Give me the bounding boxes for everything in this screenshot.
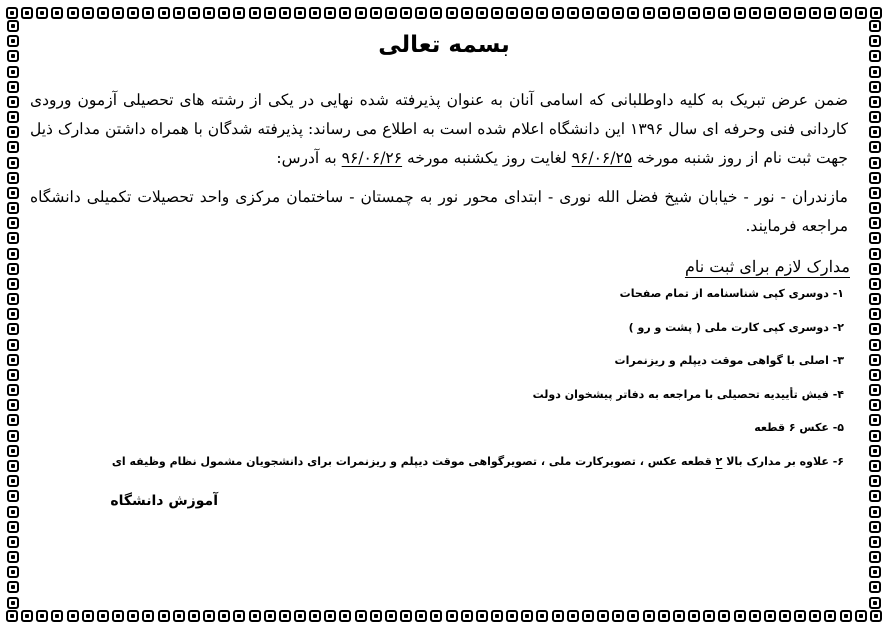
border-ornament: [869, 126, 881, 138]
border-ornament: [734, 7, 746, 19]
border-ornament: [233, 7, 245, 19]
border-ornament: [869, 384, 881, 396]
border-ornament: [869, 263, 881, 275]
border-ornament: [158, 610, 170, 622]
requirement-item: [30, 454, 844, 488]
border-ornament: [188, 7, 200, 19]
border-ornament: [7, 384, 19, 396]
border-ornament: [597, 7, 609, 19]
border-ornament: [370, 7, 382, 19]
border-ornament: [840, 7, 852, 19]
border-ornament: [279, 610, 291, 622]
border-ornament: [7, 232, 19, 244]
border-ornament: [7, 597, 19, 609]
border-ornament: [7, 141, 19, 153]
border-ornament: [869, 399, 881, 411]
border-ornament: [112, 610, 124, 622]
border-ornament: [824, 7, 836, 19]
border-ornament: [7, 566, 19, 578]
border-ornament: [870, 7, 882, 19]
border-ornament: [869, 475, 881, 487]
border-ornament: [82, 610, 94, 622]
border-ornament: [7, 551, 19, 563]
border-ornament: [7, 172, 19, 184]
border-ornament: [869, 551, 881, 563]
border-ornament: [21, 610, 33, 622]
border-ornament: [97, 610, 109, 622]
photo-count: ۲: [715, 454, 723, 468]
border-ornament: [7, 187, 19, 199]
border-ornament: [840, 610, 852, 622]
border-ornament: [294, 7, 306, 19]
border-ornament: [521, 610, 533, 622]
border-top: [6, 6, 882, 20]
border-ornament: [869, 354, 881, 366]
border-ornament: [264, 610, 276, 622]
border-ornament: [673, 610, 685, 622]
border-ornament: [869, 369, 881, 381]
border-ornament: [7, 323, 19, 335]
border-ornament: [582, 610, 594, 622]
border-ornament: [869, 460, 881, 472]
border-ornament: [749, 610, 761, 622]
border-ornament: [324, 7, 336, 19]
border-ornament: [355, 610, 367, 622]
border-ornament: [82, 7, 94, 19]
start-date: ۹۶/۰۶/۲۵: [571, 149, 633, 167]
border-ornament: [703, 7, 715, 19]
border-ornament: [491, 7, 503, 19]
border-ornament: [7, 278, 19, 290]
border-ornament: [339, 7, 351, 19]
border-ornament: [794, 7, 806, 19]
border-ornament: [218, 610, 230, 622]
border-ornament: [491, 610, 503, 622]
border-ornament: [869, 490, 881, 502]
border-ornament: [869, 232, 881, 244]
border-ornament: [249, 7, 261, 19]
border-ornament: [869, 157, 881, 169]
document-body: [30, 26, 858, 509]
border-ornament: [461, 7, 473, 19]
border-ornament: [869, 430, 881, 442]
border-ornament: [249, 610, 261, 622]
border-ornament: [869, 521, 881, 533]
border-ornament: [7, 126, 19, 138]
border-ornament: [506, 610, 518, 622]
document-title: بسمه تعالی: [378, 32, 510, 58]
border-ornament: [612, 7, 624, 19]
border-ornament: [779, 7, 791, 19]
border-ornament: [658, 610, 670, 622]
border-ornament: [7, 20, 19, 32]
border-ornament: [430, 7, 442, 19]
date-connector: لغایت روز یکشنبه مورخه: [407, 149, 567, 167]
end-date: ۹۶/۰۶/۲۶: [341, 149, 403, 167]
border-ornament: [188, 610, 200, 622]
border-ornament: [869, 111, 881, 123]
border-ornament: [7, 460, 19, 472]
border-ornament: [749, 7, 761, 19]
border-ornament: [869, 187, 881, 199]
border-ornament: [476, 610, 488, 622]
border-ornament: [536, 7, 548, 19]
border-ornament: [7, 445, 19, 457]
border-ornament: [870, 610, 882, 622]
border-ornament: [536, 610, 548, 622]
border-ornament: [7, 354, 19, 366]
address-paragraph: مازندران - نور - خیابان شیخ فضل الله نوری - ابتدای محور نور به چمستان - ساختمان مرکزی واحد تحصیلات تکمیلی دانشگاه مراجعه فرمایند.: [30, 188, 848, 235]
border-ornament: [869, 202, 881, 214]
border-ornament: [7, 293, 19, 305]
border-ornament: [127, 610, 139, 622]
border-ornament: [869, 96, 881, 108]
border-right: [868, 20, 882, 609]
border-ornament: [430, 610, 442, 622]
border-ornament: [855, 610, 867, 622]
border-ornament: [809, 610, 821, 622]
border-ornament: [582, 7, 594, 19]
border-ornament: [869, 506, 881, 518]
border-ornament: [7, 50, 19, 62]
border-ornament: [264, 7, 276, 19]
border-ornament: [6, 7, 18, 19]
border-ornament: [869, 414, 881, 426]
border-ornament: [173, 610, 185, 622]
border-ornament: [36, 610, 48, 622]
border-ornament: [869, 81, 881, 93]
border-ornament: [688, 7, 700, 19]
border-ornament: [552, 7, 564, 19]
border-ornament: [869, 50, 881, 62]
border-ornament: [7, 414, 19, 426]
border-ornament: [127, 7, 139, 19]
border-ornament: [7, 66, 19, 78]
border-ornament: [446, 7, 458, 19]
border-ornament: [355, 7, 367, 19]
border-ornament: [446, 610, 458, 622]
border-ornament: [233, 610, 245, 622]
requirement-item: ۳- اصلی با گواهی موقت دیپلم و ریزنمرات: [614, 354, 844, 367]
border-ornament: [869, 35, 881, 47]
border-ornament: [279, 7, 291, 19]
border-ornament: [869, 308, 881, 320]
border-ornament: [688, 610, 700, 622]
border-ornament: [51, 7, 63, 19]
announcement-text: ضمن عرض تبریک به کلیه داوطلبانی که اسامی آنان به عنوان پذیرفته شده نهایی در یکی از رشته های تحصیلی آزمون ورودی کاردانی فنی وحرفه ای سال ۱۳۹۶ این دانشگاه اعلام شده است به اطلاع می رساند: پذیرفته شدگان با همراه داشتن مدارک ذیل جهت ثبت نام از روز شنبه مورخه: [30, 91, 848, 167]
requirement6-text: قطعه عکس ، تصویرکارت ملی ، تصویرگواهی موقت دیپلم و ریزنمرات برای دانشجویان مشمول نظام وظیفه ای: [111, 454, 712, 468]
signature: آموزش دانشگاه: [110, 493, 218, 509]
border-ornament: [309, 7, 321, 19]
border-ornament: [51, 610, 63, 622]
border-ornament: [7, 506, 19, 518]
border-ornament: [643, 7, 655, 19]
border-ornament: [7, 157, 19, 169]
border-ornament: [869, 293, 881, 305]
requirements-heading: مدارک لازم برای ثبت نام: [684, 257, 850, 276]
address-label: به آدرس:: [276, 149, 337, 167]
border-ornament: [627, 7, 639, 19]
border-left: [6, 20, 20, 609]
requirements-list: [30, 286, 858, 487]
border-ornament: [673, 7, 685, 19]
border-ornament: [7, 35, 19, 47]
border-ornament: [415, 7, 427, 19]
border-ornament: [567, 7, 579, 19]
border-ornament: [869, 278, 881, 290]
border-ornament: [218, 7, 230, 19]
border-ornament: [597, 610, 609, 622]
border-ornament: [7, 111, 19, 123]
border-ornament: [703, 610, 715, 622]
border-ornament: [869, 536, 881, 548]
requirement-item: ۱- دوسری کپی شناسنامه از تمام صفحات: [619, 287, 844, 300]
border-ornament: [869, 141, 881, 153]
border-bottom: [6, 609, 882, 623]
border-ornament: [824, 610, 836, 622]
border-ornament: [7, 475, 19, 487]
border-ornament: [869, 597, 881, 609]
border-ornament: [643, 610, 655, 622]
border-ornament: [869, 581, 881, 593]
border-ornament: [658, 7, 670, 19]
border-ornament: [869, 445, 881, 457]
border-ornament: [339, 610, 351, 622]
border-ornament: [627, 610, 639, 622]
requirement-item: ۲- دوسری کپی کارت ملی ( پشت و رو ): [628, 320, 844, 334]
border-ornament: [158, 7, 170, 19]
border-ornament: [869, 20, 881, 32]
border-ornament: [869, 172, 881, 184]
border-ornament: [764, 7, 776, 19]
border-ornament: [400, 610, 412, 622]
border-ornament: [521, 7, 533, 19]
requirement-item: ۵- عکس ۶ قطعه: [754, 421, 844, 434]
border-ornament: [294, 610, 306, 622]
border-ornament: [855, 7, 867, 19]
border-ornament: [869, 217, 881, 229]
border-ornament: [7, 369, 19, 381]
border-ornament: [203, 610, 215, 622]
border-ornament: [97, 7, 109, 19]
border-ornament: [794, 610, 806, 622]
border-ornament: [552, 610, 564, 622]
border-ornament: [67, 7, 79, 19]
border-ornament: [7, 339, 19, 351]
border-ornament: [142, 610, 154, 622]
border-ornament: [324, 610, 336, 622]
border-ornament: [36, 7, 48, 19]
requirement6-prefix: ۶- علاوه بر مدارک بالا: [726, 454, 844, 468]
border-ornament: [67, 610, 79, 622]
border-ornament: [7, 96, 19, 108]
border-ornament: [415, 610, 427, 622]
border-ornament: [567, 610, 579, 622]
border-ornament: [7, 399, 19, 411]
border-ornament: [461, 610, 473, 622]
border-ornament: [869, 339, 881, 351]
border-ornament: [779, 610, 791, 622]
border-ornament: [142, 7, 154, 19]
border-ornament: [718, 610, 730, 622]
border-ornament: [809, 7, 821, 19]
border-ornament: [203, 7, 215, 19]
border-ornament: [21, 7, 33, 19]
border-ornament: [112, 7, 124, 19]
border-ornament: [734, 610, 746, 622]
border-ornament: [506, 7, 518, 19]
border-ornament: [7, 430, 19, 442]
border-ornament: [7, 81, 19, 93]
border-ornament: [173, 7, 185, 19]
border-ornament: [370, 610, 382, 622]
border-ornament: [7, 217, 19, 229]
border-ornament: [7, 490, 19, 502]
border-ornament: [7, 581, 19, 593]
border-ornament: [764, 610, 776, 622]
border-ornament: [400, 7, 412, 19]
border-ornament: [309, 610, 321, 622]
border-ornament: [869, 566, 881, 578]
border-ornament: [7, 248, 19, 260]
border-ornament: [612, 610, 624, 622]
border-ornament: [869, 323, 881, 335]
border-ornament: [718, 7, 730, 19]
border-ornament: [476, 7, 488, 19]
border-ornament: [7, 263, 19, 275]
border-ornament: [869, 66, 881, 78]
announcement-paragraph: [30, 86, 858, 173]
border-ornament: [7, 308, 19, 320]
border-ornament: [385, 610, 397, 622]
border-ornament: [6, 610, 18, 622]
border-ornament: [7, 202, 19, 214]
border-ornament: [869, 248, 881, 260]
border-ornament: [385, 7, 397, 19]
border-ornament: [7, 521, 19, 533]
requirement-item: ۴- فیش تأییدیه تحصیلی با مراجعه به دفاتر پیشخوان دولت: [532, 387, 844, 401]
border-ornament: [7, 536, 19, 548]
